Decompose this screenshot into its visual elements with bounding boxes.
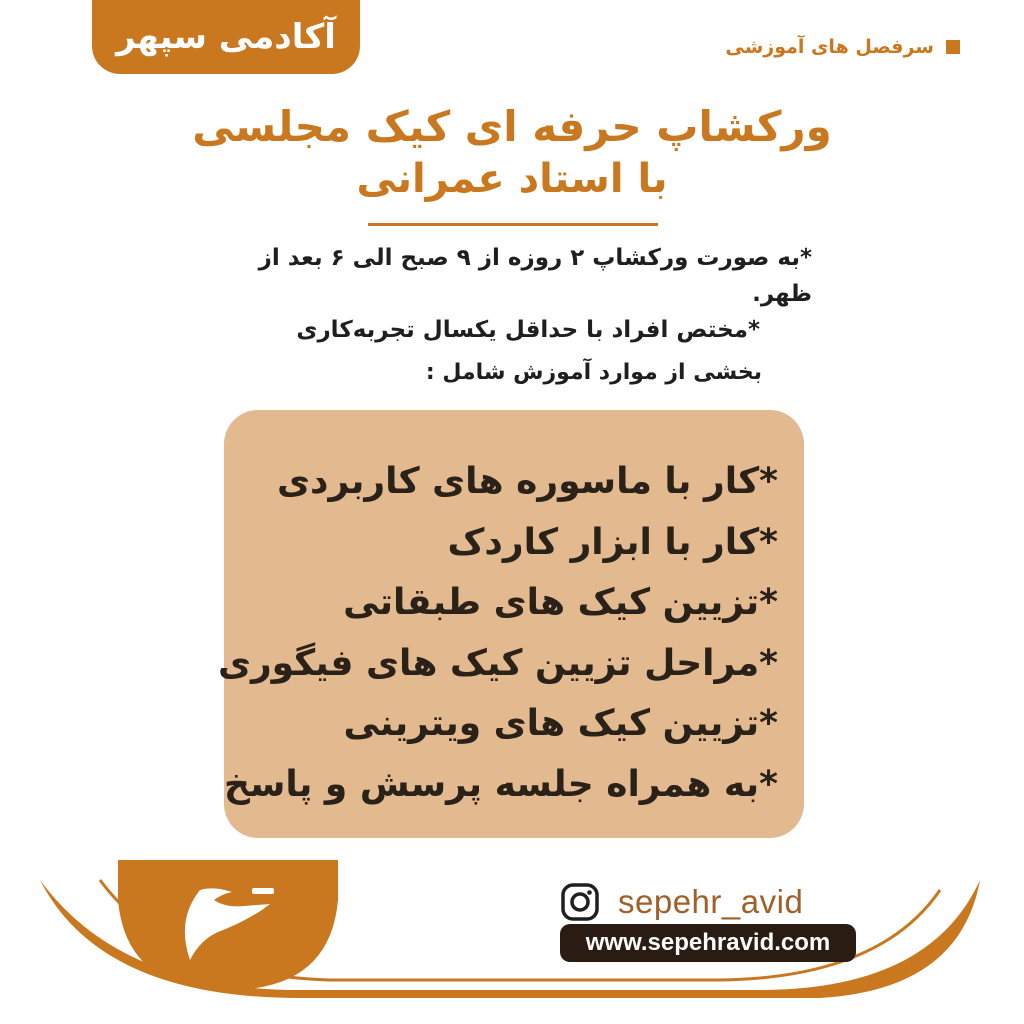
topic-item: *مراحل تزیین کیک های فیگوری bbox=[217, 642, 778, 684]
title-underline bbox=[368, 223, 658, 226]
topic-item: *کار با ماسوره های کاربردی bbox=[277, 461, 778, 502]
footer-decoration bbox=[0, 840, 1024, 1024]
topics-box bbox=[217, 410, 804, 838]
website-text[interactable]: www.sepehravid.com bbox=[585, 929, 831, 956]
title-line-2: با استاد عمرانی bbox=[356, 156, 668, 202]
instagram-icon bbox=[560, 882, 600, 922]
logo-mark-icon bbox=[252, 888, 274, 894]
topic-item: *تزیین کیک های طبقاتی bbox=[343, 582, 778, 623]
topics-intro: بخشی از موارد آموزش شامل : bbox=[425, 360, 762, 385]
instagram-handle[interactable]: sepehr_avid bbox=[618, 883, 804, 920]
info-line-requirement: *مختص افراد با حداقل یکسال تجربه‌کاری bbox=[296, 317, 760, 343]
topic-item: *کار با ابزار کاردک bbox=[447, 521, 778, 563]
square-bullet-icon bbox=[946, 40, 960, 54]
section-label bbox=[725, 36, 960, 58]
website-link[interactable] bbox=[560, 924, 856, 962]
instagram-row[interactable] bbox=[560, 882, 803, 922]
academy-name: آکادمی سپهر bbox=[116, 17, 336, 57]
workshop-title bbox=[0, 100, 1024, 204]
topic-item: *تزیین کیک های ویترینی bbox=[343, 703, 778, 744]
topic-list bbox=[217, 452, 778, 815]
title-line-1: ورکشاپ حرفه ای کیک مجلسی bbox=[192, 102, 832, 151]
topic-item: *به همراه جلسه پرسش و پاسخ bbox=[224, 763, 778, 805]
section-label-text: سرفصل های آموزشی bbox=[725, 36, 934, 58]
info-line-schedule: *به صورت ورکشاپ ۲ روزه از ۹ صبح الی ۶ بعد از ظهر. bbox=[258, 245, 812, 307]
workshop-info bbox=[192, 240, 812, 348]
academy-badge bbox=[92, 0, 360, 74]
